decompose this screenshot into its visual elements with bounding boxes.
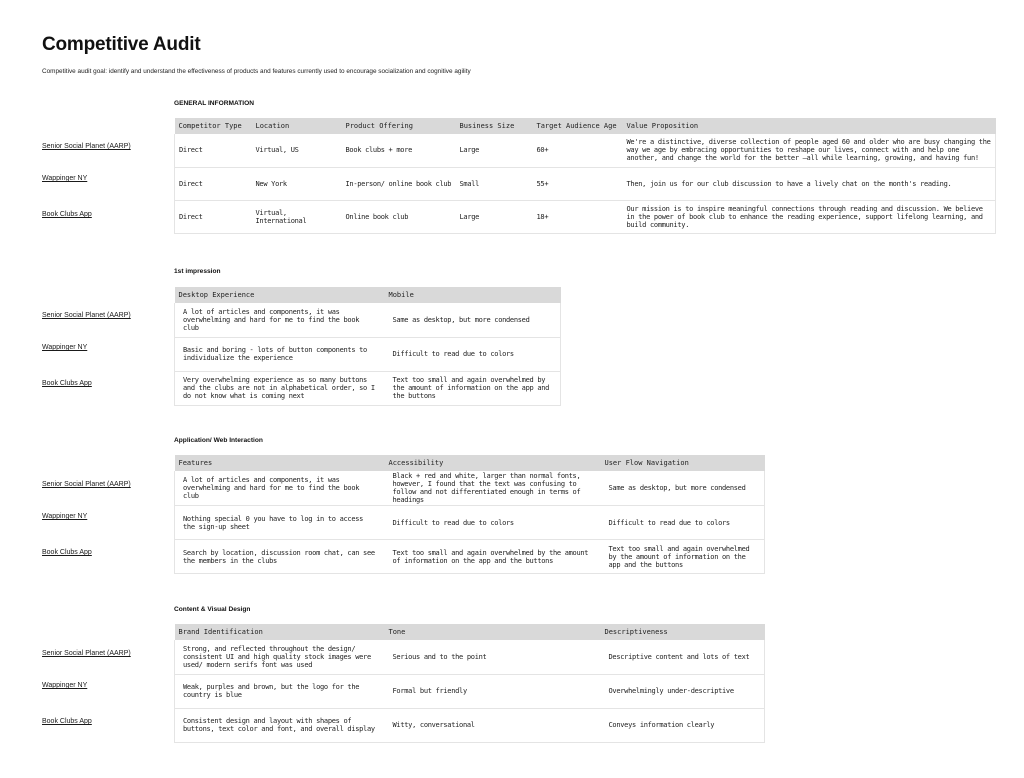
column-header: Brand Identification — [175, 624, 385, 640]
content-table-wrap — [174, 624, 765, 743]
table-header-row — [175, 118, 996, 134]
interaction-table-wrap — [174, 455, 765, 574]
column-header: Descriptiveness — [601, 624, 765, 640]
impression-table-wrap — [174, 287, 561, 406]
table-cell: We're a distinctive, diverse collection of people aged 60 and older who are busy changing the way we age by embracing opportunities to reshape our lives, connect with and help one another, and change the world for the better –all while learning, growing, and having fun! — [623, 134, 996, 167]
table-cell: Same as desktop, but more condensed — [601, 471, 765, 506]
table-cell: Text too small and again overwhelmed by the amount of information on the app and the buttons — [601, 540, 765, 574]
column-header: Business Size — [456, 118, 533, 134]
column-header: Tone — [385, 624, 601, 640]
table-cell: Direct — [175, 134, 252, 167]
table-row — [175, 371, 561, 405]
table-cell: Same as desktop, but more condensed — [385, 303, 561, 337]
column-header: Features — [175, 455, 385, 471]
table-cell: Small — [456, 167, 533, 200]
competitor-link-bookclubs[interactable]: Book Clubs App — [42, 380, 92, 387]
column-header: Product Offering — [342, 118, 456, 134]
general-info-table — [174, 118, 996, 234]
column-header: Desktop Experience — [175, 287, 385, 303]
table-cell: Strong, and reflected throughout the design/ consistent UI and high quality stock images were used/ modern serifs font was used — [175, 640, 385, 674]
table-cell: New York — [252, 167, 342, 200]
table-cell: Text too small and again overwhelmed by the amount of information on the app and the buttons — [385, 371, 561, 405]
table-cell: Direct — [175, 167, 252, 200]
table-cell: Very overwhelming experience as so many buttons and the clubs are not in alphabetical order, so I do not know what is coming next — [175, 371, 385, 405]
table-cell: Overwhelmingly under-descriptive — [601, 674, 765, 708]
column-header: Target Audience Age — [533, 118, 623, 134]
table-cell: A lot of articles and components, it was overwhelming and hard for me to find the book club — [175, 303, 385, 337]
column-header: Competitor Type — [175, 118, 252, 134]
table-cell: Formal but friendly — [385, 674, 601, 708]
page-title: Competitive Audit — [42, 34, 201, 55]
competitor-link-wappinger[interactable]: Wappinger NY — [42, 175, 88, 182]
competitor-link-bookclubs[interactable]: Book Clubs App — [42, 211, 92, 218]
table-cell: Online book club — [342, 200, 456, 233]
table-cell: Descriptive content and lots of text — [601, 640, 765, 674]
table-row — [175, 674, 765, 708]
section-title-impression: 1st impression — [174, 268, 221, 275]
column-header: Location — [252, 118, 342, 134]
table-cell: Basic and boring - lots of button components to individualize the experience — [175, 337, 385, 371]
table-row — [175, 134, 996, 167]
table-row — [175, 167, 996, 200]
table-row — [175, 471, 765, 506]
table-cell: Difficult to read due to colors — [385, 506, 601, 540]
table-row — [175, 640, 765, 674]
content-table — [174, 624, 765, 743]
competitor-link-wappinger[interactable]: Wappinger NY — [42, 344, 88, 351]
competitor-link-wappinger[interactable]: Wappinger NY — [42, 513, 88, 520]
table-cell: 60+ — [533, 134, 623, 167]
table-cell: Difficult to read due to colors — [601, 506, 765, 540]
table-cell: In-person/ online book club — [342, 167, 456, 200]
table-cell: Consistent design and layout with shapes of buttons, text color and font, and overall display — [175, 708, 385, 742]
column-header: Value Proposition — [623, 118, 996, 134]
table-cell: Virtual, US — [252, 134, 342, 167]
table-header-row — [175, 287, 561, 303]
competitor-link-wappinger[interactable]: Wappinger NY — [42, 682, 88, 689]
competitor-link-aarp[interactable]: Senior Social Planet (AARP) — [42, 650, 131, 657]
column-header: Mobile — [385, 287, 561, 303]
table-header-row — [175, 624, 765, 640]
table-row — [175, 506, 765, 540]
table-cell: Weak, purples and brown, but the logo for the country is blue — [175, 674, 385, 708]
table-cell: Direct — [175, 200, 252, 233]
table-cell: Then, join us for our club discussion to have a lively chat on the month's reading. — [623, 167, 996, 200]
table-cell: Our mission is to inspire meaningful connections through reading and discussion. We believe in the power of book club to enhance the reading experience, support lifelong learning, and build community. — [623, 200, 996, 233]
table-cell: Difficult to read due to colors — [385, 337, 561, 371]
table-cell: A lot of articles and components, it was overwhelming and hard for me to find the book club — [175, 471, 385, 506]
table-row — [175, 200, 996, 233]
table-cell: Serious and to the point — [385, 640, 601, 674]
table-cell: Large — [456, 134, 533, 167]
column-header: Accessibility — [385, 455, 601, 471]
table-cell: Nothing special 0 you have to log in to access the sign-up sheet — [175, 506, 385, 540]
table-row — [175, 708, 765, 742]
table-cell: Conveys information clearly — [601, 708, 765, 742]
section-title-general: GENERAL INFORMATION — [174, 100, 254, 107]
section-title-interaction: Application/ Web Interaction — [174, 437, 263, 444]
column-header: User Flow Navigation — [601, 455, 765, 471]
audit-goal: Competitive audit goal: identify and understand the effectiveness of products and features currently used to encourage socialization and cognitive agility — [42, 68, 471, 75]
table-cell: 55+ — [533, 167, 623, 200]
competitor-link-bookclubs[interactable]: Book Clubs App — [42, 549, 92, 556]
table-cell: 18+ — [533, 200, 623, 233]
table-row — [175, 540, 765, 574]
competitor-link-bookclubs[interactable]: Book Clubs App — [42, 718, 92, 725]
impression-table — [174, 287, 561, 406]
table-cell: Virtual, International — [252, 200, 342, 233]
table-row — [175, 303, 561, 337]
competitor-link-aarp[interactable]: Senior Social Planet (AARP) — [42, 312, 131, 319]
table-cell: Witty, conversational — [385, 708, 601, 742]
table-cell: Black + red and white, larger than normal fonts, however, I found that the text was confusing to follow and not differentiated enough in terms of headings — [385, 471, 601, 506]
table-cell: Text too small and again overwhelmed by the amount of information on the app and the buttons — [385, 540, 601, 574]
competitor-link-aarp[interactable]: Senior Social Planet (AARP) — [42, 481, 131, 488]
table-row — [175, 337, 561, 371]
table-header-row — [175, 455, 765, 471]
table-cell: Book clubs + more — [342, 134, 456, 167]
general-info-table-wrap — [174, 118, 996, 234]
table-cell: Large — [456, 200, 533, 233]
section-title-content: Content & Visual Design — [174, 606, 251, 613]
competitor-link-aarp[interactable]: Senior Social Planet (AARP) — [42, 143, 131, 150]
interaction-table — [174, 455, 765, 574]
table-cell: Search by location, discussion room chat, can see the members in the clubs — [175, 540, 385, 574]
